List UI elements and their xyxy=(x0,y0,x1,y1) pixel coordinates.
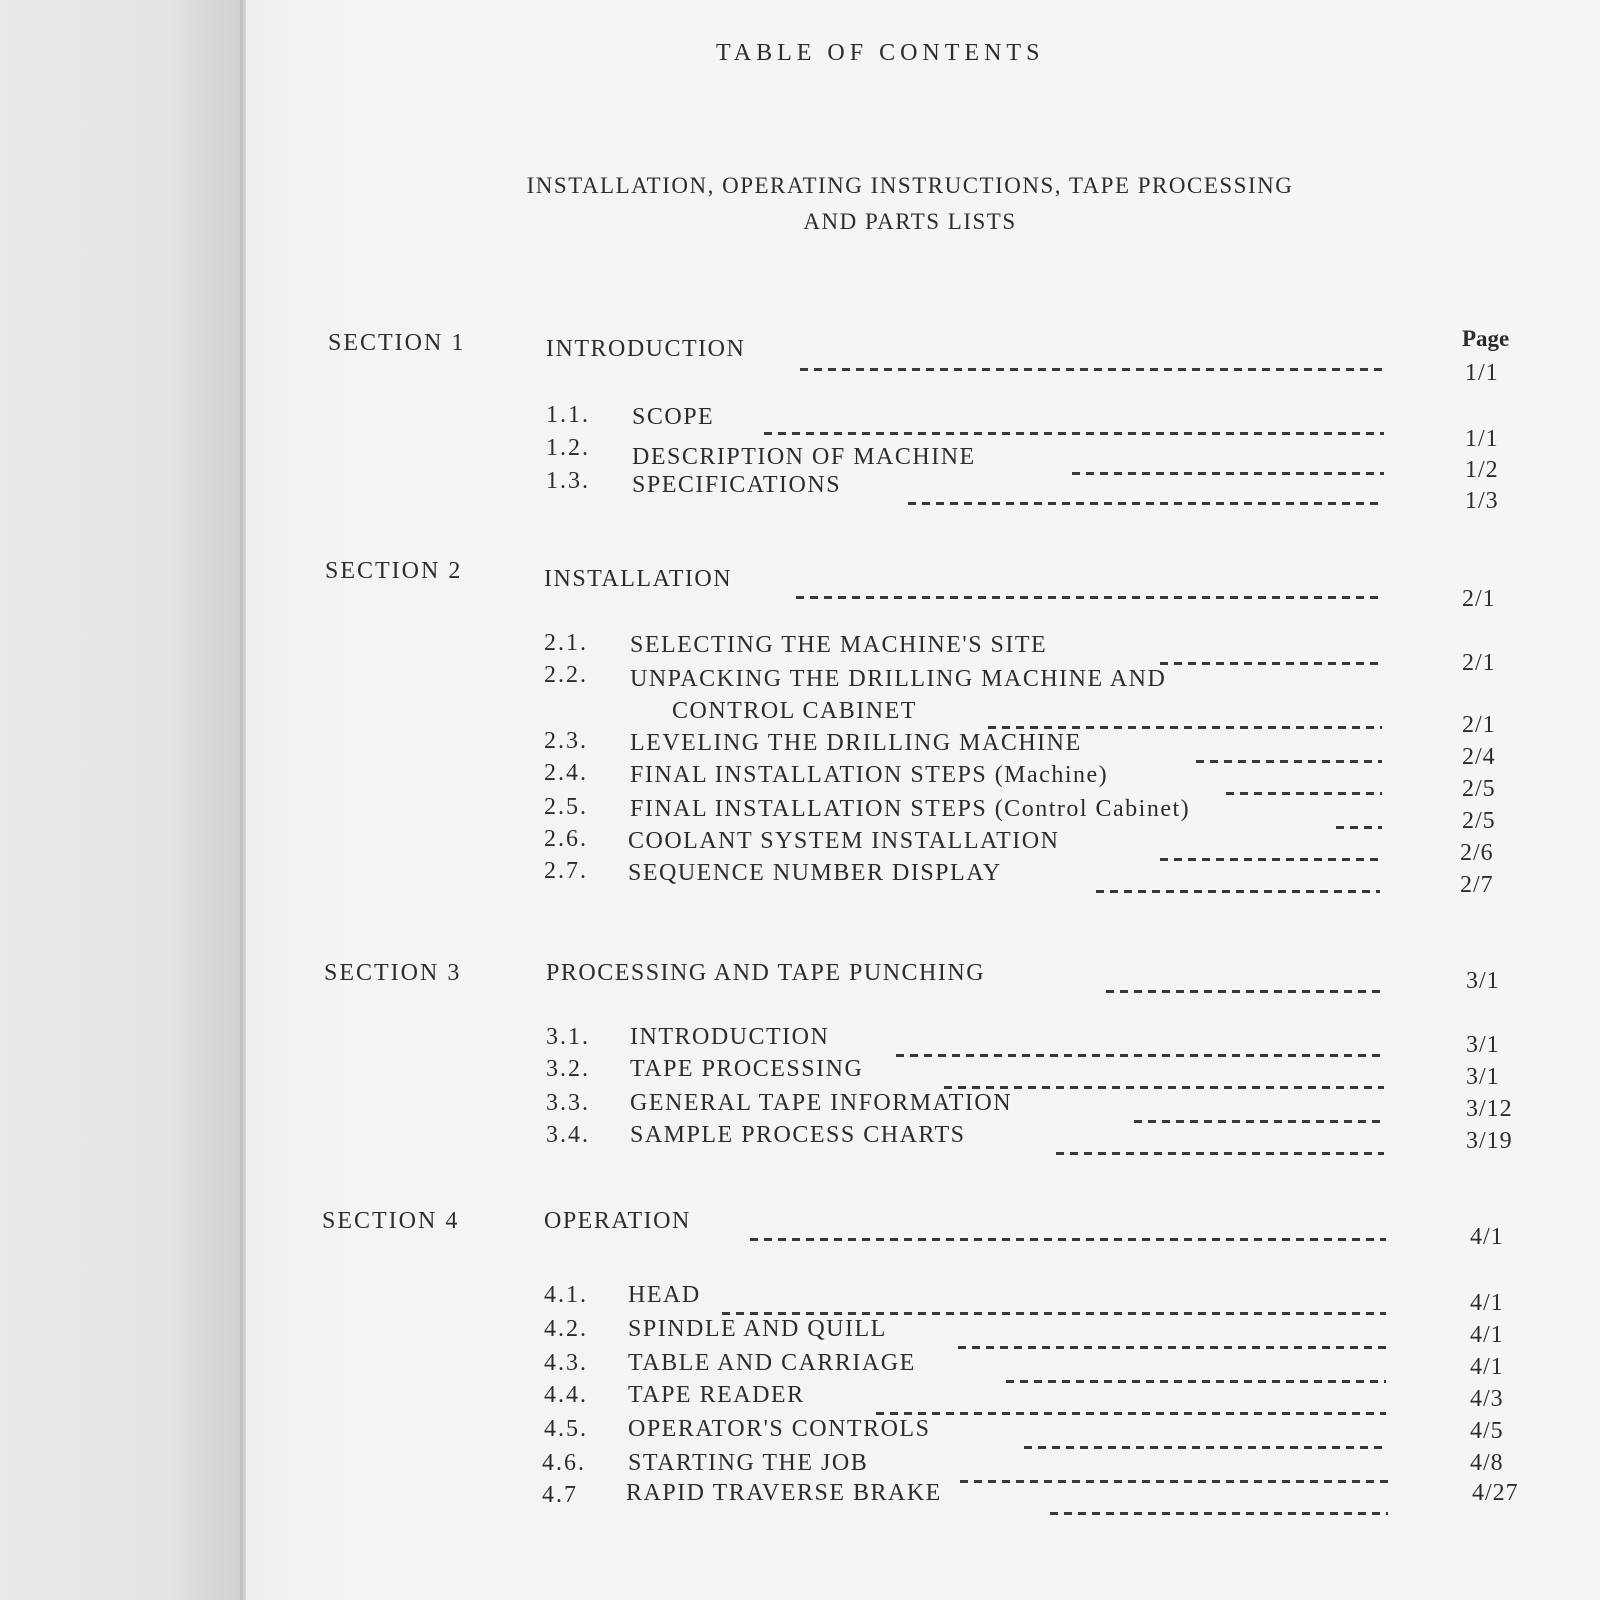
entry-number: 4.5. xyxy=(544,1416,588,1442)
dot-leader xyxy=(750,1238,1386,1241)
entry-title: SELECTING THE MACHINE'S SITE xyxy=(630,632,1048,658)
entry-title: SAMPLE PROCESS CHARTS xyxy=(630,1122,966,1148)
dot-leader xyxy=(800,368,1384,371)
subtitle-line-1: INSTALLATION, OPERATING INSTRUCTIONS, TAPE PROCESSING xyxy=(526,173,1294,198)
entry-title: FINAL INSTALLATION STEPS (Control Cabinet) xyxy=(630,796,1191,822)
entry-number: 4.2. xyxy=(544,1316,588,1342)
section-label: SECTION 4 xyxy=(322,1208,460,1234)
entry-title: FINAL INSTALLATION STEPS (Machine) xyxy=(630,762,1109,788)
entry-title: RAPID TRAVERSE BRAKE xyxy=(626,1480,942,1506)
entry-page: 2/7 xyxy=(1460,872,1494,898)
entry-page: 3/12 xyxy=(1466,1096,1513,1122)
section-label: SECTION 1 xyxy=(328,330,466,356)
entry-page: 4/8 xyxy=(1470,1450,1504,1476)
entry-title: HEAD xyxy=(628,1282,701,1308)
entry-number: 2.2. xyxy=(544,662,588,688)
entry-number: 2.4. xyxy=(544,760,588,786)
entry-title: SPECIFICATIONS xyxy=(632,472,842,498)
dot-leader xyxy=(1050,1512,1388,1515)
dot-leader xyxy=(1196,760,1382,763)
dot-leader xyxy=(876,1412,1386,1415)
entry-page: 1/3 xyxy=(1465,488,1499,514)
section-title: INTRODUCTION xyxy=(546,336,746,362)
entry-number: 4.7 xyxy=(542,1482,578,1508)
entry-title: STARTING THE JOB xyxy=(628,1450,869,1476)
entry-number: 3.2. xyxy=(546,1056,590,1082)
entry-page: 2/1 xyxy=(1462,650,1496,676)
left-page xyxy=(0,0,243,1600)
entry-title-continuation: CONTROL CABINET xyxy=(672,698,917,724)
entry-page: 4/3 xyxy=(1470,1386,1504,1412)
entry-title: TAPE PROCESSING xyxy=(630,1056,864,1082)
dot-leader xyxy=(1006,1380,1386,1383)
page-title: TABLE OF CONTENTS xyxy=(716,40,1045,66)
entry-page: 1/2 xyxy=(1465,457,1499,483)
dot-leader xyxy=(1056,1152,1384,1155)
entry-number: 1.3. xyxy=(546,468,590,494)
entry-number: 2.5. xyxy=(544,794,588,820)
dot-leader xyxy=(944,1086,1384,1089)
dot-leader xyxy=(796,596,1382,599)
entry-title: TABLE AND CARRIAGE xyxy=(628,1350,916,1376)
entry-page: 1/1 xyxy=(1465,426,1499,452)
dot-leader xyxy=(1160,662,1382,665)
entry-number: 2.3. xyxy=(544,728,588,754)
entry-page: 2/1 xyxy=(1462,712,1496,738)
entry-page: 3/1 xyxy=(1466,1032,1500,1058)
entry-page: 4/27 xyxy=(1472,1480,1519,1506)
entry-page: 4/1 xyxy=(1470,1354,1504,1380)
entry-number: 2.7. xyxy=(544,858,588,884)
entry-page: 3/19 xyxy=(1466,1128,1513,1154)
entry-page: 4/5 xyxy=(1470,1418,1504,1444)
subtitle xyxy=(410,168,1410,240)
entry-page: 2/5 xyxy=(1462,808,1496,834)
dot-leader xyxy=(960,1480,1388,1483)
entry-number: 3.3. xyxy=(546,1090,590,1116)
entry-title: OPERATOR'S CONTROLS xyxy=(628,1416,931,1442)
section-page: 1/1 xyxy=(1465,360,1499,386)
entry-number: 3.1. xyxy=(546,1024,590,1050)
dot-leader xyxy=(1096,890,1380,893)
entry-number: 4.3. xyxy=(544,1350,588,1376)
entry-page: 2/6 xyxy=(1460,840,1494,866)
entry-number: 4.1. xyxy=(544,1282,588,1308)
dot-leader xyxy=(958,1346,1386,1349)
entry-title: SPINDLE AND QUILL xyxy=(628,1316,887,1342)
section-page: 3/1 xyxy=(1466,968,1500,994)
entry-title: TAPE READER xyxy=(628,1382,805,1408)
dot-leader xyxy=(764,432,1384,435)
entry-page: 4/1 xyxy=(1470,1290,1504,1316)
dot-leader xyxy=(988,726,1382,729)
dot-leader xyxy=(1160,858,1380,861)
entry-title: SCOPE xyxy=(632,404,715,430)
dot-leader xyxy=(1106,990,1384,993)
dot-leader xyxy=(908,502,1384,505)
entry-number: 3.4. xyxy=(546,1122,590,1148)
entry-title: UNPACKING THE DRILLING MACHINE AND xyxy=(630,666,1167,692)
entry-number: 2.6. xyxy=(544,826,588,852)
entry-page: 4/1 xyxy=(1470,1322,1504,1348)
entry-title: GENERAL TAPE INFORMATION xyxy=(630,1090,1013,1116)
entry-title: SEQUENCE NUMBER DISPLAY xyxy=(628,860,1002,886)
entry-number: 1.2. xyxy=(546,435,590,461)
section-title: PROCESSING AND TAPE PUNCHING xyxy=(546,960,986,986)
dot-leader xyxy=(896,1054,1384,1057)
section-page: 4/1 xyxy=(1470,1224,1504,1250)
entry-title: DESCRIPTION OF MACHINE xyxy=(632,444,976,470)
subtitle-line-2: AND PARTS LISTS xyxy=(803,209,1017,234)
entry-number: 4.6. xyxy=(542,1450,586,1476)
entry-number: 2.1. xyxy=(544,630,588,656)
section-label: SECTION 2 xyxy=(325,558,463,584)
page-column-label: Page xyxy=(1462,326,1510,351)
dot-leader xyxy=(722,1312,1386,1315)
entry-title: LEVELING THE DRILLING MACHINE xyxy=(630,730,1082,756)
dot-leader xyxy=(1226,792,1382,795)
section-label: SECTION 3 xyxy=(324,960,462,986)
entry-title: INTRODUCTION xyxy=(630,1024,830,1050)
entry-title: COOLANT SYSTEM INSTALLATION xyxy=(628,828,1060,854)
section-page: 2/1 xyxy=(1462,586,1496,612)
entry-page: 3/1 xyxy=(1466,1064,1500,1090)
section-title: INSTALLATION xyxy=(544,566,733,592)
dot-leader xyxy=(1072,472,1384,475)
entry-page: 2/5 xyxy=(1462,776,1496,802)
dot-leader xyxy=(1336,826,1382,829)
entry-number: 4.4. xyxy=(544,1382,588,1408)
dot-leader xyxy=(1134,1120,1384,1123)
section-title: OPERATION xyxy=(544,1208,691,1234)
entry-page: 2/4 xyxy=(1462,744,1496,770)
dot-leader xyxy=(1024,1446,1386,1449)
entry-number: 1.1. xyxy=(546,402,590,428)
